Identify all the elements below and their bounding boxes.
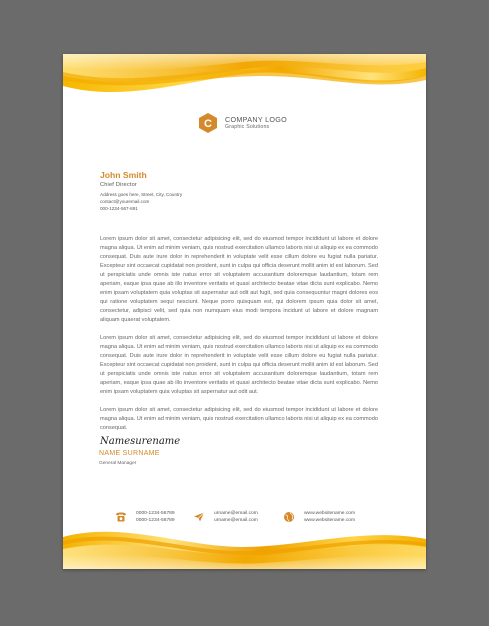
body-paragraph-3: Lorem ipsum dolor sit amet, consectetur adipisicing elit, sed do eiusmod tempor incididunt ut labore et dolore magna aliqua. Ut enim ad minim veniam, quis nostrud exercitation ullamco laboris nisi ut aliquip ex ea commodo consequat.	[100, 407, 378, 431]
logo-title: COMPANY LOGO	[225, 115, 288, 125]
signatory-name: NAME SURNAME	[99, 450, 160, 457]
sender-name: John Smith	[100, 170, 147, 180]
body-paragraph-1: Lorem ipsum dolor sit amet, consectetur adipisicing elit, sed do eiusmod tempor incididunt ut labore et dolore magna aliqua. Ut enim ad minim veniam, quis nostrud exercitation ullamco laboris nisi ut aliquip ex ea commodo consequat. Duis aute irure dolor in reprehenderit in voluptate velit esse cillum dolore eu fugiat nulla pariatur. Excepteur sint occaecat cupidatat non proident, sunt in culpa qui officia deserunt mollit anim id est laborum. Sed ut perspiciatis unde omnis iste natus error sit voluptatem accusantium doloremque laudantium, totam rem aperiam, eaque ipsa quae ab illo inventore veritatis et quasi architecto beatae vitae dicta sunt explicabo. Nemo enim ipsam voluptatem quia voluptas sit aspernatur aut odit aut fugit, sed quia consequuntur magni dolores eos qui ratione voluptatem sequi nesciunt. Neque porro quisquam est, qui dolorem ipsum quia dolor sit amet, consectetur, adipisci velit, sed quia non numquam eius modi tempora incidunt ut labore et dolore magnam aliquam quaerat voluptatem.	[100, 236, 378, 323]
company-logo	[197, 112, 287, 134]
handwritten-signature	[99, 432, 181, 448]
body-paragraph-2: Lorem ipsum dolor sit amet, consectetur adipisicing elit, sed do eiusmod tempor incididunt ut labore et dolore magna aliqua. Ut enim ad minim veniam, quis nostrud exercitation ullamco laboris nisi ut aliquip ex ea commodo consequat. Duis aute irure dolor in reprehenderit in voluptate velit esse cillum dolore eu fugiat nulla pariatur. Excepteur sint occaecat cupidatat non proident, sunt in culpa qui officia deserunt mollit anim id est laborum. Sed ut perspiciatis unde omnis iste natus error sit voluptatem accusantium doloremque laudantium, totam rem aperiam, eaque ipsa quae ab illo inventore veritatis et quasi architecto beatae vitae dicta sunt explicabo. Nemo enim ipsam voluptatem quia voluptas sit aspernatur aut odit aut.	[100, 335, 378, 395]
footer-gold-wave	[63, 507, 426, 569]
signature-script: Namesurename	[100, 436, 181, 447]
phone-line-1: 0000-1234-56789	[136, 511, 175, 516]
website-line-1: www.websitename.com	[304, 511, 356, 516]
email-line-2: urname@email.com	[214, 518, 258, 523]
logo-subtitle: Graphic Solutions	[225, 123, 270, 130]
letter-body	[100, 235, 378, 442]
email-line-1: urname@email.com	[214, 511, 258, 516]
logo-letter: C	[204, 118, 212, 130]
phone-line-2: 0000-1234-56789	[136, 518, 175, 523]
sender-phone: 000-1234-567-891	[100, 206, 138, 212]
sender-title: Chief Director	[100, 181, 137, 188]
letterhead-page	[63, 54, 426, 569]
signature-block	[99, 432, 181, 466]
header-gold-wave	[63, 54, 426, 114]
website-line-2: www.websitename.com	[304, 518, 356, 523]
sender-address: Address goes here, Street, City, Country	[100, 191, 183, 197]
hexagon-logo-icon	[197, 112, 219, 134]
signatory-role: General Manager	[99, 461, 137, 466]
sender-block	[100, 171, 182, 211]
sender-email: contact@youremail.com	[100, 198, 150, 204]
